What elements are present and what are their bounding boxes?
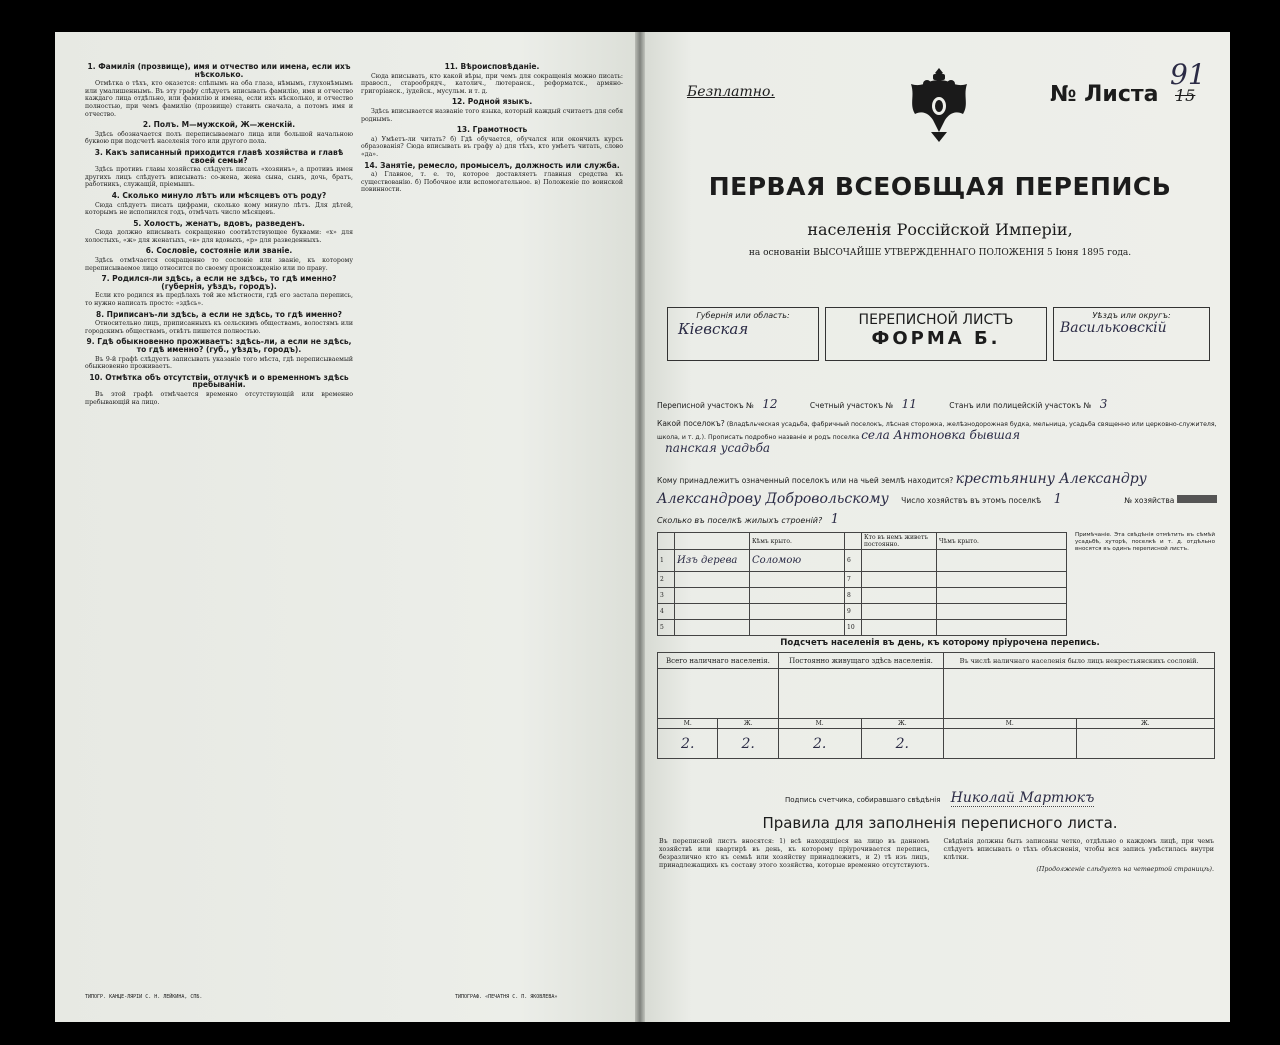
- instruction-text: Отмѣтка о тѣхъ, кто оказется: слѣпымъ на оба глаза, нѣмымъ, глухонѣмымъ или умалишеннымъ. Въ эту графу слѣдуетъ вписывать фамилію, имя и отчество каждаго лица отдѣльно, или фамилію и имена, если ихъ нѣсколько, и отчество полностью, при чемъ фамилію (прозвище) ставить сначала, а потомъ имя и отчество.: [85, 80, 353, 118]
- continuation-note: (Продолженіе слѣдуетъ на четвертой страницѣ).: [1036, 866, 1214, 873]
- signature-label: Подпись счетчика, собиравшаго свѣдѣнія: [785, 796, 941, 804]
- table-header-roof-2: Чѣмъ крыто.: [937, 533, 1067, 550]
- census-basis: на основаніи ВЫСОЧАЙШЕ УТВЕРЖДЕННАГО ПОЛОЖЕНІЯ 5 Іюня 1895 года.: [748, 248, 1132, 258]
- settlement-hint: (Владѣльческая усадьба, фабричный поселокъ, лѣсная сторожка, желѣзнодорожная будка, мельница, усадьба священно или церковно-служителя, школа, и т. д.). Прописать подробно названіе и родъ поселка: [657, 421, 1217, 441]
- instruction-heading: 8. Приписанъ-ли здѣсь, а если не здѣсь, то гдѣ именно?: [96, 309, 342, 319]
- instruction-heading: 4. Сколько минуло лѣтъ или мѣсяцевъ отъ роду?: [111, 190, 327, 200]
- instruction-heading: 2. Полъ. М—мужской, Ж—женскій.: [142, 120, 296, 130]
- households-value: 1: [1053, 492, 1062, 507]
- summary-f-2: Ж.: [861, 719, 944, 729]
- left-page: [55, 32, 635, 1022]
- instruction-text: Въ 9-й графѣ слѣдуетъ записывать указаніе того мѣста, гдѣ переписываемый обыкновенно проживаетъ.: [85, 355, 353, 371]
- book-gutter: [635, 32, 645, 1022]
- table-row1-material: Изъ дерева: [675, 550, 750, 572]
- instruction-heading: 12. Родной языкъ.: [451, 97, 533, 107]
- county-box: [1053, 307, 1210, 361]
- county-label: Уѣздъ или округъ:: [1092, 311, 1171, 320]
- province-label: Губернія или область:: [696, 311, 790, 320]
- police-district-value: 3: [1099, 397, 1108, 411]
- instruction-text: Здѣсь вписывается названіе того языка, который каждый считаетъ для себя роднымъ.: [361, 107, 623, 123]
- province-box: [667, 307, 819, 361]
- instruction-text: а) Главное, т. е. то, которое доставляетъ главныя средства къ существованію. б) Побочное или вспомогательное. в) Положеніе по воинской повинности.: [361, 171, 623, 194]
- settlement-label: Какой поселокъ?: [657, 419, 725, 428]
- buildings-line: [657, 512, 839, 527]
- open-booklet: [55, 32, 1230, 1022]
- instruction-text: Здѣсь противъ главы хозяйства слѣдуетъ писать «хозяинъ», а противъ имен другихъ лицъ слѣдуетъ вписывать: со-жена, жена сына, сынъ, дочь, братъ, работникъ, служащій, пріемышъ.: [85, 166, 353, 189]
- household-number-label: № хозяйства: [1124, 496, 1175, 505]
- summary-total-f: 2.: [718, 729, 778, 759]
- households-label: Число хозяйствъ въ этомъ поселкѣ: [901, 496, 1042, 505]
- signature-value: Николай Мартюкъ: [950, 790, 1095, 806]
- province-value: Кіевская: [678, 320, 749, 338]
- buildings-table: Кѣмъ крыто. Кто въ немъ живетъ постоянно. Чѣмъ крыто. 1 Изъ дерева Соломою 6 2 7 3 8 4 9 5 10: [657, 532, 1067, 636]
- form-title-2: ФОРМА Б.: [871, 328, 1001, 349]
- instruction-text: Здѣсь обозначается полъ переписываемаго лица или большой начальною буквою при подсчетѣ населенія того или другого пола.: [85, 130, 353, 146]
- buildings-value: 1: [830, 512, 840, 527]
- census-district-label: Переписной участокъ №: [657, 401, 754, 410]
- summary-col3: Въ числѣ наличнаго населенія было лицъ некрестьянскихъ сословій.: [944, 653, 1215, 669]
- owner-value: крестьянину Александру: [955, 471, 1147, 487]
- table-row1-roof: Соломою: [750, 550, 845, 572]
- instruction-text: Если кто родился въ предѣлахъ той же мѣстности, гдѣ его застала перепись, то нужно написать просто: «здѣсь».: [85, 292, 353, 308]
- instruction-text: Въ этой графѣ отмѣчается временно отсутствующій или временно пребывающій на лицо.: [85, 390, 353, 406]
- settlement-value-line2: панская усадьба: [665, 441, 771, 455]
- imprint-right: ТИПОГРАФ. «ПЕЧАТНЯ С. П. ЯКОВЛЕВА»: [455, 994, 558, 1000]
- instruction-heading: 10. Отмѣтка объ отсутствіи, отлучкѣ и о временномъ здѣсь пребываніи.: [89, 372, 349, 390]
- summary-m-1: М.: [658, 719, 718, 729]
- table-header-roof-1: Кѣмъ крыто.: [750, 533, 845, 550]
- signature-line: [785, 790, 1094, 806]
- summary-table: [657, 652, 1215, 759]
- instruction-heading: 11. Вѣроисповѣданіе.: [444, 62, 540, 71]
- owner-label: Кому принадлежитъ означенный поселокъ или на чьей землѣ находится?: [657, 476, 954, 485]
- summary-total-m: 2.: [658, 729, 718, 759]
- form-title-1: ПЕРЕПИСНОЙ ЛИСТЪ: [858, 312, 1014, 328]
- instruction-text: Относительно лицъ, приписанныхъ къ сельскимъ обществамъ, волостямъ или городскимъ обществамъ, отвѣтъ пишется полностью.: [85, 320, 353, 335]
- summary-m-2: М.: [778, 719, 861, 729]
- instruction-heading: 1. Фамилія (прозвище), имя и отчество или имена, если ихъ нѣсколько.: [87, 62, 351, 79]
- summary-f-3: Ж.: [1076, 719, 1214, 729]
- instruction-heading: 9. Гдѣ обыкновенно проживаетъ: здѣсь-ли, а если не здѣсь, то гдѣ именно? (губ., уѣздъ, городъ).: [86, 337, 352, 354]
- instruction-text: а) Умѣетъ-ли читать? б) Гдѣ обучается, обучался или окончилъ курсъ образованія? Сюда вписывать въ графу а) для тѣхъ, кто умѣетъ читать, слово «да».: [361, 135, 623, 158]
- county-value: Васильковскій: [1060, 320, 1167, 336]
- household-number-stamp: [1177, 495, 1217, 503]
- owner-block: [657, 470, 1217, 510]
- rules-text: [659, 838, 1214, 988]
- census-title: ПЕРВАЯ ВСЕОБЩАЯ ПЕРЕПИСЬ: [708, 172, 1172, 201]
- summary-title: Подсчетъ населенія въ день, къ которому пріурочена перепись.: [780, 638, 1100, 648]
- sheet-number-handwritten: 91: [1170, 58, 1206, 91]
- rules-body: Въ переписной листъ вносятся: 1) всѣ находящіеся на лицо въ данномъ хозяйствѣ или квартирѣ въ день, къ которому пріурочивается перепись, безразлично кто къ семьѣ или хозяйству принадлежитъ, и 2) тѣ изъ лицъ, принадлежащихъ къ составу этого хозяйства, которые временно отсутствуютъ. Свѣдѣнія должны быть записаны четко, отдѣльно о каждомъ лицѣ, при чемъ слѣдуетъ вписывать о тѣхъ объясненія, чтобы вся запись умѣстилась внутри клѣтки.: [659, 838, 1214, 869]
- instruction-text: Сюда вписывать, кто какой вѣры, при чемъ для сокращенія можно писать: правосл., старообрядч., католич., лютеранск., реформатск., армяно-григоріанск., іудейск., мусульм. и т. д.: [361, 72, 623, 95]
- sheet-number-crossed: 15: [1175, 86, 1196, 105]
- instruction-text: Здѣсь отмѣчается сокращенно то сословіе или званіе, къ которому переписываемое лицо относится по своему происхожденію или по праву.: [85, 257, 353, 272]
- police-district-label: Станъ или полицейскій участокъ №: [949, 401, 1092, 410]
- buildings-label: Сколько въ поселкѣ жилыхъ строеній?: [657, 516, 823, 525]
- table-header-resident: Кто въ немъ живетъ постоянно.: [862, 533, 937, 550]
- instructions-column-1: [85, 60, 353, 408]
- imprint-left: ТИПОГР. КАНЦЕ-ЛЯРІИ С. Н. ЛЕЙКИНА, СПБ.: [85, 994, 203, 1000]
- sheet-number-label: № Листа: [1050, 82, 1159, 107]
- count-district-label: Счетный участокъ №: [809, 401, 894, 410]
- instruction-heading: 5. Холостъ, женатъ, вдовъ, разведенъ.: [133, 218, 305, 228]
- instruction-text: Сюда слѣдуетъ писать цифрами, сколько кому минуло лѣтъ. Для дѣтей, которымъ не исполнился годъ, отмѣчать число мѣсяцевъ.: [85, 201, 353, 217]
- settlement-value: села Антоновка бывшая: [861, 428, 1021, 442]
- rules-title: Правила для заполненія переписного листа.: [762, 814, 1118, 832]
- summary-col2: Постоянно живущаго здѣсь населенія.: [778, 653, 943, 669]
- summary-permanent-m: 2.: [778, 729, 861, 759]
- free-label: Безплатно.: [687, 84, 775, 100]
- instruction-text: Сюда должно вписывать сокращенно соотвѣтствующее буквами: «х» для холостыхъ, «ж» для женатыхъ, «в» для вдовыхъ, «р» для разведенныхъ.: [85, 229, 353, 244]
- form-title-box: [825, 307, 1047, 361]
- instruction-heading: 13. Грамотность: [456, 125, 528, 135]
- owner-value-line2: Александрову Добровольскому: [657, 491, 889, 507]
- imperial-eagle-emblem: [903, 62, 975, 144]
- buildings-note: Примѣчаніе. Эта свѣдѣнія отмѣтить въ сѣмѣй усадьбѣ, хуторѣ, поселкѣ и т. д. отдѣльно вносятся въ одинъ переписной листъ.: [1075, 532, 1215, 552]
- census-district-value: 12: [762, 397, 778, 411]
- instruction-heading: 7. Родился-ли здѣсь, а если не здѣсь, то гдѣ именно? (губернія, уѣздъ, городъ).: [101, 274, 337, 291]
- summary-m-3: М.: [944, 719, 1076, 729]
- count-district-value: 11: [901, 397, 917, 411]
- district-line: [657, 397, 1217, 411]
- instructions-column-2: [361, 60, 623, 196]
- instruction-heading: 14. Занятіе, ремесло, промыселъ, должность или служба.: [364, 160, 620, 170]
- instruction-heading: 3. Какъ записанный приходится главѣ хозяйства и главѣ своей семьи?: [94, 147, 344, 165]
- census-subtitle: населенія Россійской Имперіи,: [807, 220, 1073, 239]
- instruction-heading: 6. Сословіе, состояніе или званіе.: [145, 246, 293, 256]
- summary-permanent-f: 2.: [861, 729, 944, 759]
- right-page: [645, 32, 1230, 1022]
- summary-f-1: Ж.: [718, 719, 778, 729]
- summary-col1: Всего наличнаго населенія.: [658, 653, 779, 669]
- settlement-block: [657, 418, 1217, 456]
